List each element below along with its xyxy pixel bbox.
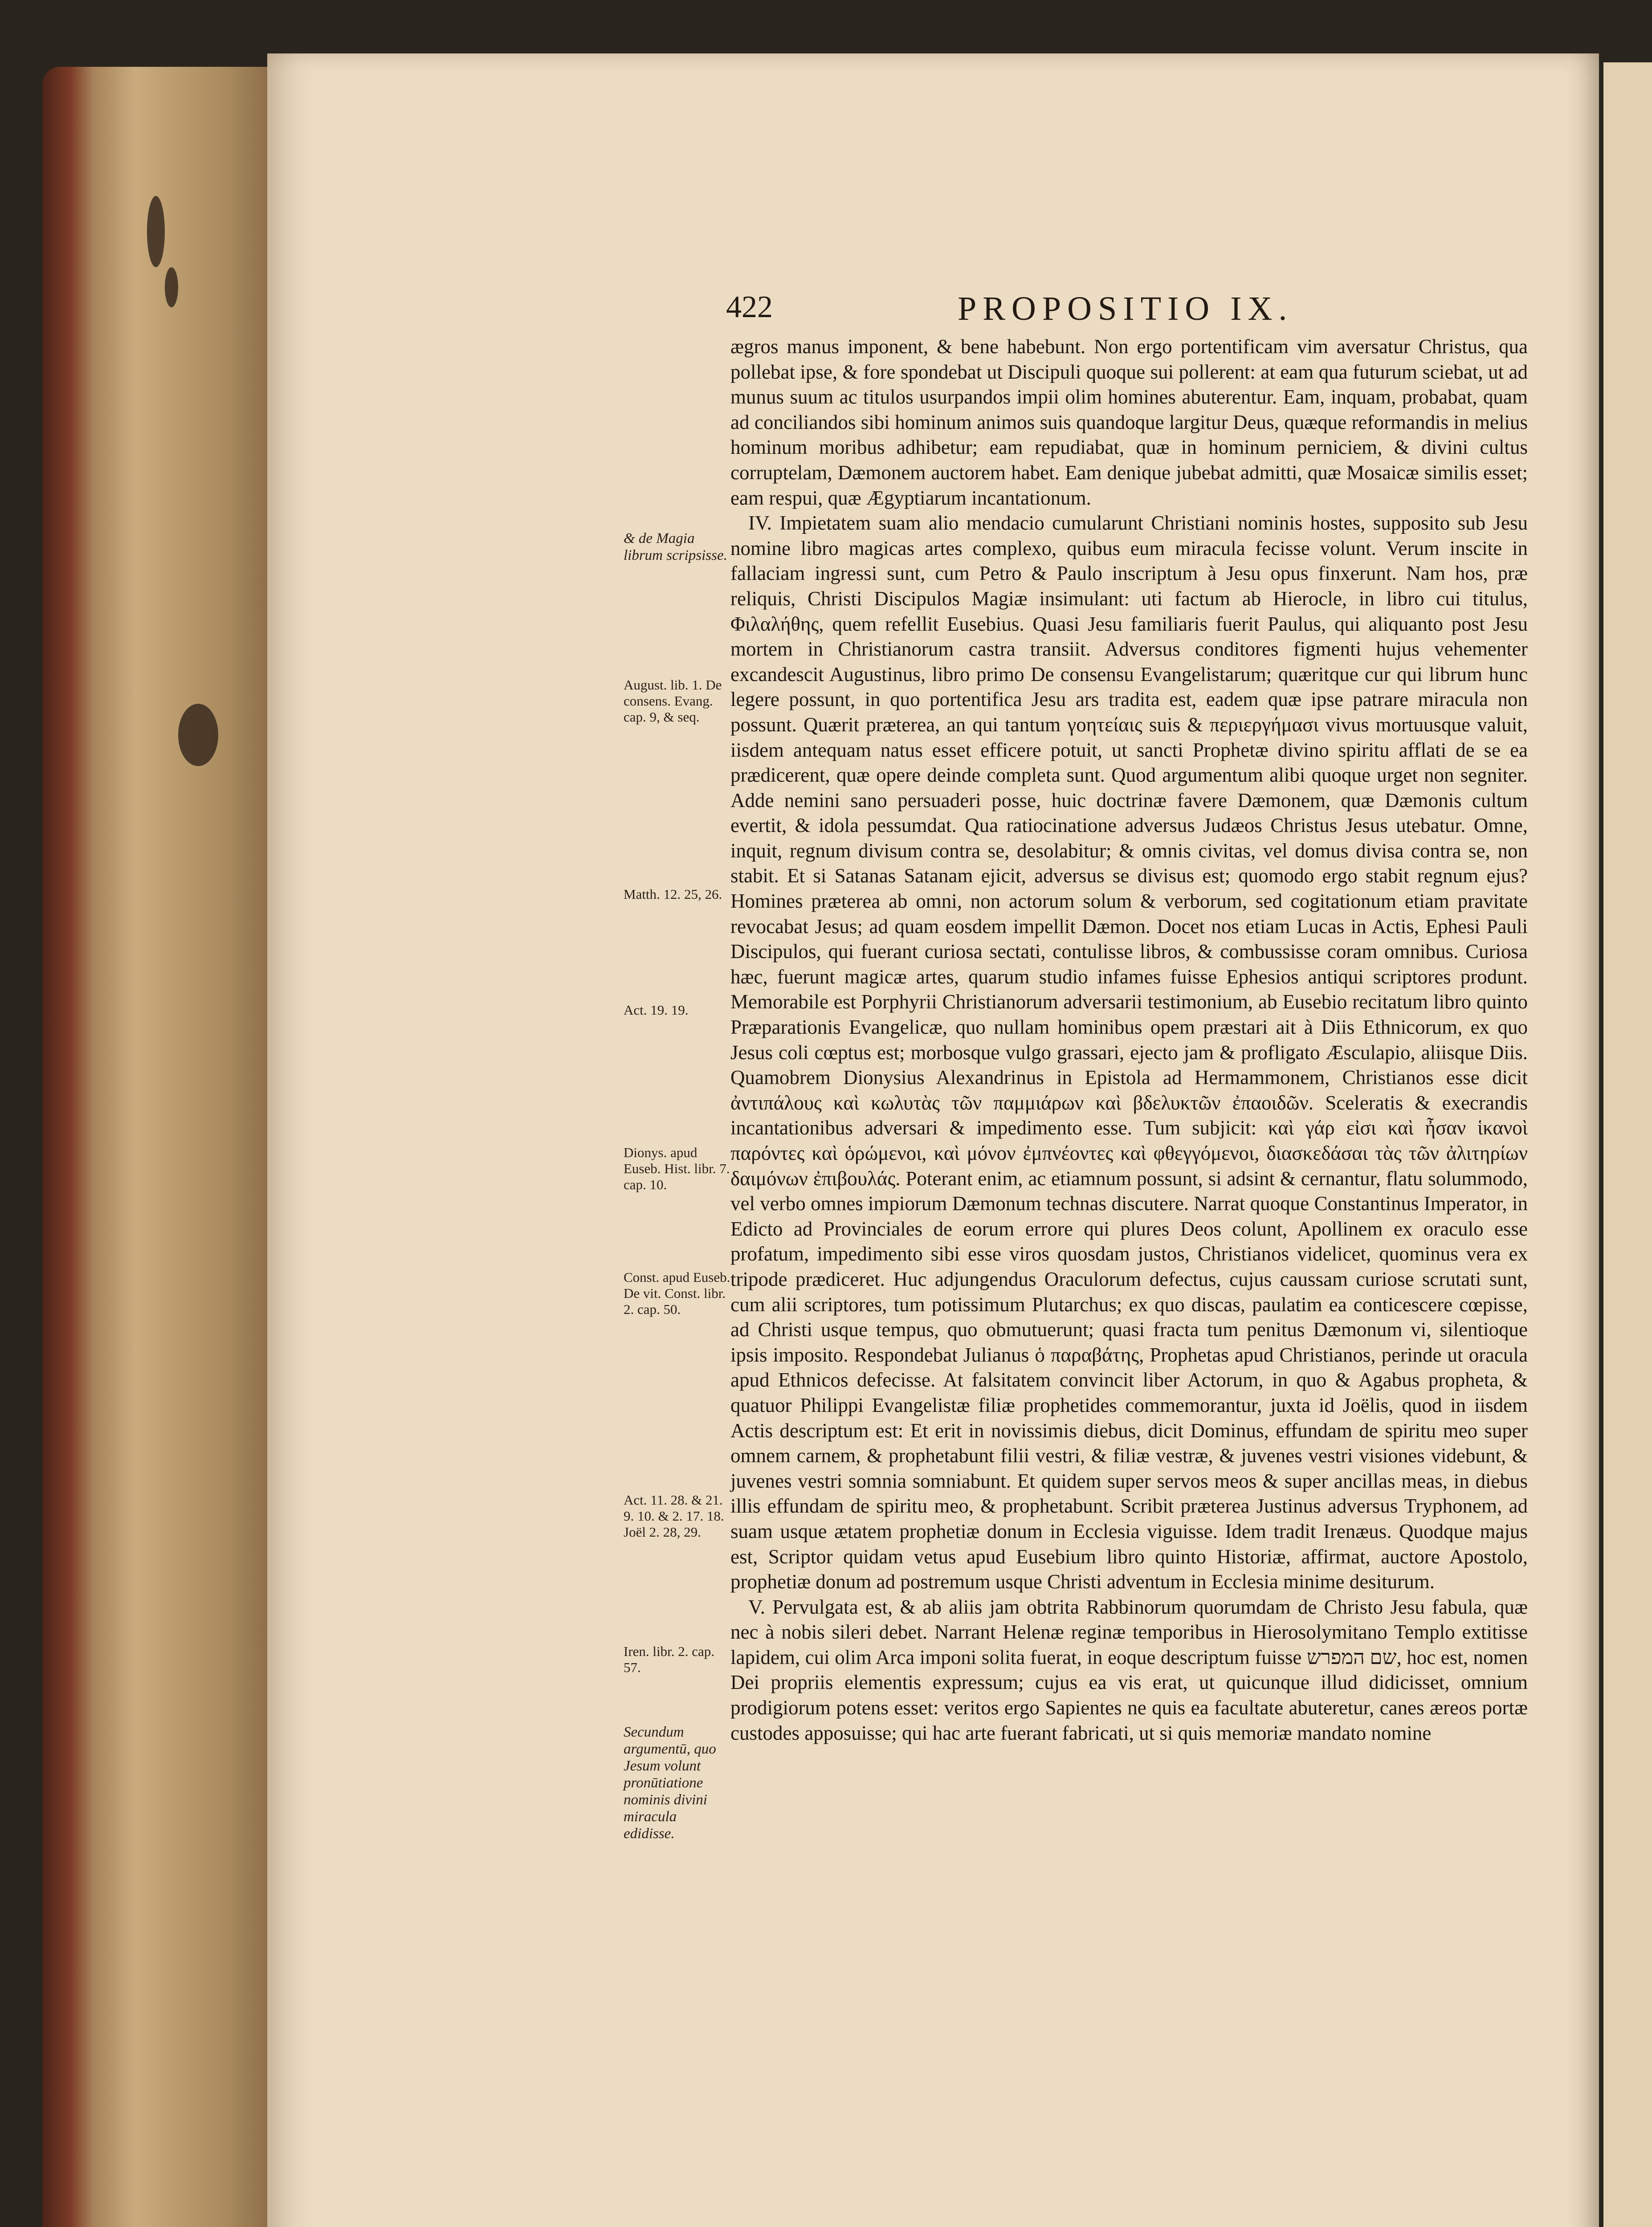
paragraph: V. Pervulgata est, & ab aliis jam obtrita Rabbinorum quorumdam de Christo Jesu fabula, quæ nec à nobis sileri debet. Narrant Helenæ reginæ temporibus in Hierosolymitano Templo extitisse lapidem, cui olim Arca imponi solita fuerat, in eoque descriptum fuisse שם המפרש, hoc est, nomen Dei propriis elementis expressum; cujus ea vis erat, ut quicunque illud didicisset, omnium prodigiorum potens esset: veritos ergo Sapientes ne quis ea facultate abuteretur, canes æreos portæ custodes apposuisse; qui hac arte fuerant fabricati, ut si quis memoriæ mandato nomine xyxy=(730,1595,1528,1744)
margin-note: Dionys. apud Euseb. Hist. libr. 7. cap. 10. xyxy=(624,1145,730,1192)
ink-stain xyxy=(147,196,165,267)
margin-note: Secundum argumentū, quo Jesum volunt pronūtiatione nominis divini miracula edidisse. xyxy=(624,1724,716,1842)
margin-note: & de Magia librum scripsisse. xyxy=(624,530,727,563)
margin-note: Act. 11. 28. & 21. 9. 10. & 2. 17. 18. Joël 2. 28, 29. xyxy=(624,1492,724,1540)
margin-note: Iren. libr. 2. cap. 57. xyxy=(624,1644,715,1675)
ink-stain xyxy=(178,704,218,766)
page-header xyxy=(726,290,1332,330)
book-fore-edge xyxy=(42,67,274,2227)
margin-note: Const. apud Euseb. De vit. Const. libr. 2. cap. 50. xyxy=(624,1269,730,1317)
paragraph: IV. Impietatem suam alio mendacio cumularunt Christiani nominis hostes, supposito sub Jesu nomine libro magicas artes complexo, quibus eum miracula fecisse volunt. Verum inscite in fallaciam ingressi sunt, cum Petro & Paulo inscriptum à Jesu opus finxerunt. Nam hos, præ reliquis, Christi Discipulos Magiæ insimulant: uti factum ab Hierocle, in libro cui titulus, Φιλαλήθης, quem refellit Eusebius. Quasi Jesu familiaris fuerit Paulus, qui aliquanto post Jesu mortem in Christianorum castra transiit. Adversus conditores figmenti hujus vehementer excandescit Augustinus, libro primo De consensu Evangelistarum; quæritque cur qui librum hunc legere possunt, in quo portentifica Jesu ars tradita est, eadem quæ ipse patrare miracula non possunt. Quærit præterea, an qui tantum γοητείαις suis & περιεργήμασι vivus mortuusque valuit, iisdem antequam natus esset efficere potuit, ut sancti Prophetæ divino spiritu afflati de se ea prædicerent, quæ opere deinde completa sunt. Quod argumentum alibi quoque urget non segniter. Adde nemini sano persuaderi posse, huic doctrinæ favere Dæmonem, quæ Dæmonis cultum evertit, & idola pessumdat. Qua ratiocinatione adversus Judæos Christus Jesus utebatur. Omne, inquit, regnum divisum contra se, desolabitur; & omnis civitas, vel domus divisa contra se, non stabit. Et si Satanas Satanam ejicit, adversus se divisus est; quomodo ergo stabit regnum ejus? Homines præterea ab omni, non actorum solum & verborum, sed cogitationum etiam pravitate revocabat Jesus; ad quam eosdem impellit Dæmon. Docet nos etiam Lucas in Actis, Ephesi Pauli Discipulos, qui fuerant curiosa sectati, contulisse libros, & combussisse coram omnibus. Curiosa hæc, fuerunt magicæ artes, quarum studio infames fuisse Ephesios antiqui scriptores produnt. Memorabile est Porphyrii Christianorum adversarii testimonium, ab Eusebio recitatum libro quinto Præparationis Evangelicæ, quo nullam hominibus opem præstari ait à Diis Ethnicorum, ex quo Jesus coli cœptus est; morbosque vulgo grassari, ejecto jam & profligato Æsculapio, aliisque Diis. Quamobrem Dionysius Alexandrinus in Epistola ad Hermammonem, Christianos esse dicit ἀντιπάλους καὶ κωλυτὰς τῶν παμμιάρων καὶ βδελυκτῶν ἐπαοιδῶν. Sceleratis & execrandis incantationibus adversari & impedimento esse. Tum subjicit: καὶ γάρ εἰσι καὶ ἦσαν ἱκανοὶ παρόντες καὶ ὁρώμενοι, καὶ μόνον ἐμπνέοντες καὶ φθεγγόμενοι, διασκεδάσαι τὰς τῶν ἀλιτηρίων δαιμόνων ἐπιβουλάς. Poterant enim, ac etiamnum possunt, si adsint & cernantur, flatu solummodo, vel verbo omnes impiorum Dæmonum technas discutere. Narrat quoque Constantinus Imperator, in Edicto ad Provinciales de eorum errore qui plures Deos colunt, Apollinem ex oraculo esse profatum, impedimento sibi esse viros quosdam justos, Christianos videlicet, quominus vera ex tripode prædiceret. Huc adjungendus Oraculorum defectus, cujus caussam curiose scrutati sunt, cum alii scriptores, tum potissimum Plutarchus; ex quo discas, paulatim ea conticescere cœpisse, ad Christi usque tempus, quo obmutuerunt; quasi fracta tum penitus Dæmonum vi, silentioque ipsis imposito. Respondebat Julianus ὁ παραβάτης, Prophetas apud Christianos, perinde ut oracula apud Ethnicos defecisse. At falsitatem convincit liber Actorum, in quo & Agabus propheta, & quatuor Philippi Evangelistæ filiæ prophetides commemorantur, juxta id Joëlis, quod in iisdem Actis descriptum est: Et erit in novissimis diebus, dicit Dominus, effundam de spiritu meo super omnem carnem, & prophetabunt filii vestri, & filiæ vestræ, & juvenes vestri visiones videbunt, & juvenes vestri somnia somniabunt. Et quidem super servos meos & super ancillas meas, in diebus illis effundam de spiritu meo, & prophetabunt. Scribit præterea Justinus adversus Tryphonem, ad suam usque ætatem prophetiæ donum in Ecclesia viguisse. Idem tradit Irenæus. Quodque majus est, Scriptor quidam vetus apud Eusebium libro quinto Historiæ, affirmat, auctore Apostolo, prophetiæ donum ad postremum usque Christi adventum in Ecclesia minime desiturum. xyxy=(730,512,1528,1593)
body-text xyxy=(730,334,1528,1746)
paragraph: ægros manus imponent, & bene habebunt. Non ergo portentificam vim aversatur Christus, qua pollebat ipse, & fore spondebat ut Discipuli quoque sui pollerent: at eam qua futurum sciebat, ut ad munus suum ac titulos usurpandos impii olim homines abuterentur. Eam, inquam, probabat, quam ad conciliandos sibi hominum animos suis quandoque largitur Deus, quæque reformandis in melius hominum moribus adhibetur; eam repudiabat, quæ in hominum perniciem, & divini cultus corruptelam, Dæmonem auctorem habet. Eam denique jubebat admitti, quæ Mosaicæ similis esset; eam respui, quæ Ægyptiarum incantationum. xyxy=(730,335,1528,509)
margin-note: Matth. 12. 25, 26. xyxy=(624,886,722,902)
running-title: PROPOSITIO IX. xyxy=(958,290,1293,327)
margin-note: Act. 19. 19. xyxy=(624,1002,689,1018)
ink-stain xyxy=(165,267,178,307)
margin-note: August. lib. 1. De consens. Evang. cap. 9, & seq. xyxy=(624,677,722,725)
page-number: 422 xyxy=(726,290,773,324)
facing-page-edge xyxy=(1603,62,1652,2227)
